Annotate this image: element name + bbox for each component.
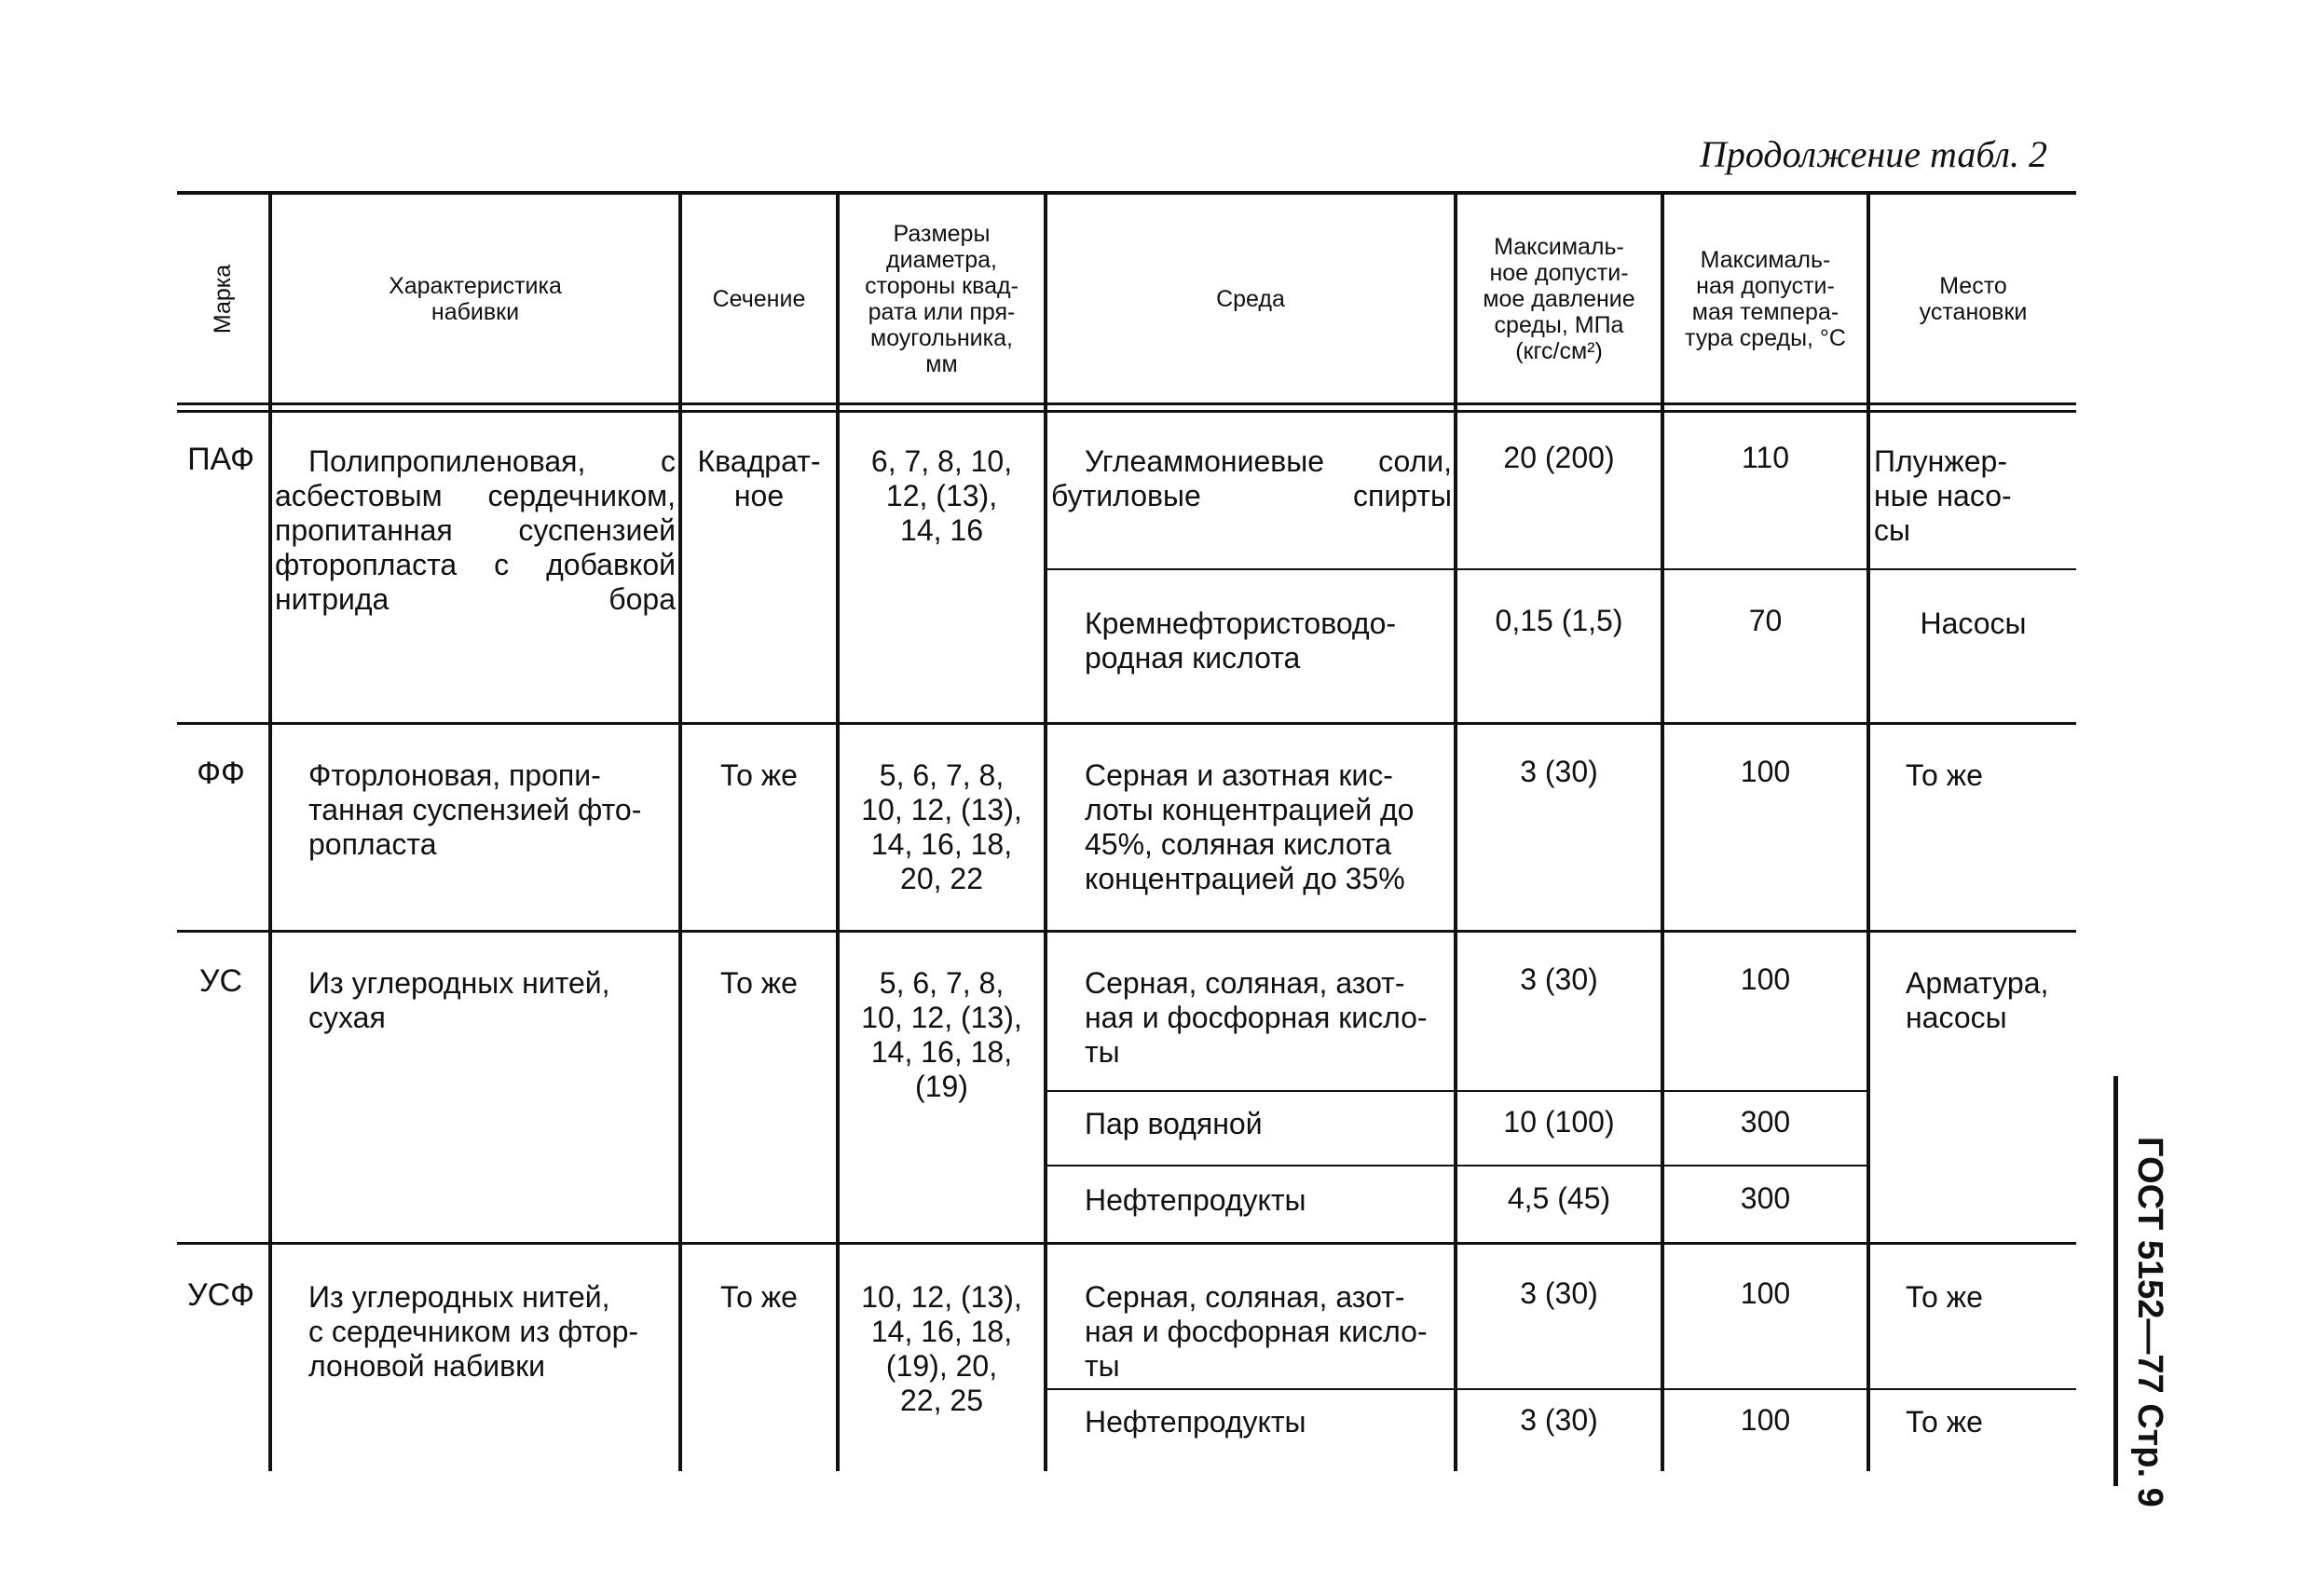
row-usf-subdivider bbox=[1047, 1388, 2076, 1390]
row-paf-temperature-1: 110 bbox=[1741, 441, 1789, 474]
row-us-pressure-2: 10 (100) bbox=[1503, 1105, 1615, 1139]
row-paf-medium-2: Кремнефтористоводо- родная кислота bbox=[1085, 607, 1397, 675]
row-usf-medium-2: Нефтепродукты bbox=[1085, 1405, 1306, 1439]
row-usf-sizes: 10, 12, (13), 14, 16, 18, (19), 20, 22, 25 bbox=[861, 1280, 1022, 1417]
row-us-section: То же bbox=[720, 966, 798, 1000]
row-usf-place-1: То же bbox=[1906, 1280, 1983, 1314]
row-paf-mark: ПАФ bbox=[187, 443, 254, 477]
row-divider-3 bbox=[177, 1242, 2076, 1245]
row-usf-medium-1: Серная, соляная, азот- ная и фосфорная кисло- ты bbox=[1085, 1280, 1428, 1383]
row-usf-temperature-2: 100 bbox=[1740, 1403, 1791, 1437]
row-ff-sizes: 5, 6, 7, 8, 10, 12, (13), 14, 16, 18, 20, 22 bbox=[861, 758, 1022, 895]
header-marka-text: Марка bbox=[210, 264, 236, 334]
row-us-temperature-3: 300 bbox=[1740, 1181, 1791, 1215]
row-usf-characteristic: Из углеродных нитей, с сердечником из фтор- лоновой набивки bbox=[308, 1280, 639, 1383]
row-us-characteristic: Из углеродных нитей, сухая bbox=[308, 966, 610, 1034]
row-us-medium-2: Пар водяной bbox=[1085, 1107, 1263, 1140]
row-paf-characteristic: Полипропиленовая, с асбестовым сердечником, пропитанная суспензией фторопласта с добавкой нитрида бора bbox=[275, 444, 676, 616]
header-characteristic: Характеристика набивки bbox=[389, 272, 562, 325]
row-usf-section: То же bbox=[720, 1280, 798, 1314]
row-paf-place-1: Плунжер- ные насо- сы bbox=[1874, 444, 2012, 547]
header-rule-2 bbox=[177, 410, 2076, 413]
row-us-medium-1: Серная, соляная, азот- ная и фосфорная кисло- ты bbox=[1085, 966, 1428, 1069]
row-paf-sizes: 6, 7, 8, 10, 12, (13), 14, 16 bbox=[870, 444, 1013, 547]
row-us-temperature-2: 300 bbox=[1740, 1105, 1791, 1139]
row-ff-place: То же bbox=[1906, 758, 1983, 792]
row-us-pressure-3: 4,5 (45) bbox=[1507, 1181, 1611, 1215]
row-usf-pressure-1: 3 (30) bbox=[1520, 1276, 1598, 1310]
table-caption: Продолжение табл. 2 bbox=[1699, 133, 2047, 175]
row-paf-subdivider bbox=[1047, 568, 2076, 570]
header-sizes: Размеры диаметра, стороны квад- рата или пря- моугольника, мм bbox=[865, 220, 1019, 377]
row-paf-medium-1: Углеаммониевые соли, бутиловые спирты bbox=[1051, 444, 1452, 512]
header-pressure: Максималь- ное допусти- мое давление среды, МПа (кгс/см²) bbox=[1483, 233, 1635, 364]
row-us-place: Арматура, насосы bbox=[1906, 966, 2049, 1034]
row-us-subdivider-1 bbox=[1047, 1090, 1867, 1092]
row-usf-temperature-1: 100 bbox=[1740, 1276, 1791, 1310]
header-place: Место установки bbox=[1919, 272, 2028, 325]
row-us-mark: УС bbox=[198, 964, 243, 999]
row-ff-medium: Серная и азотная кис- лоты концентрацией до 45%, соляная кислота концентрацией до 35% bbox=[1085, 758, 1415, 895]
footer-divider bbox=[2113, 1076, 2118, 1486]
header-rule-1 bbox=[177, 402, 2076, 405]
row-paf-place-2: Насосы bbox=[1920, 607, 2027, 640]
row-divider-2 bbox=[177, 930, 2076, 933]
row-ff-temperature: 100 bbox=[1740, 755, 1791, 788]
row-usf-mark: УСФ bbox=[186, 1278, 254, 1313]
row-ff-pressure: 3 (30) bbox=[1520, 755, 1598, 788]
row-divider-1 bbox=[177, 722, 2076, 725]
header-marka bbox=[177, 195, 268, 402]
row-ff-mark: ФФ bbox=[197, 757, 245, 791]
row-paf-pressure-2: 0,15 (1,5) bbox=[1495, 604, 1623, 637]
row-us-subdivider-2 bbox=[1047, 1165, 1867, 1166]
row-ff-characteristic: Фторлоновая, пропи- танная суспензией фто- ропласта bbox=[308, 758, 642, 861]
header-temperature: Максималь- ная допусти- мая темпера- тура среды, °С bbox=[1685, 246, 1846, 351]
standard-page-number: ГОСТ 5152—77 Стр. 9 bbox=[2130, 1137, 2169, 1507]
row-us-temperature-1: 100 bbox=[1740, 962, 1791, 996]
row-usf-place-2: То же bbox=[1906, 1405, 1983, 1439]
row-paf-pressure-1: 20 (200) bbox=[1503, 441, 1615, 474]
row-us-sizes: 5, 6, 7, 8, 10, 12, (13), 14, 16, 18, (19) bbox=[861, 966, 1022, 1103]
row-paf-section: Квадрат- ное bbox=[697, 444, 821, 512]
page-footer-label bbox=[2113, 1137, 2188, 1507]
header-medium: Среда bbox=[1216, 285, 1285, 312]
row-ff-section: То же bbox=[720, 758, 798, 792]
row-paf-temperature-2: 70 bbox=[1748, 604, 1783, 637]
row-us-pressure-1: 3 (30) bbox=[1520, 962, 1598, 996]
header-section: Сечение bbox=[712, 285, 806, 312]
row-us-medium-3: Нефтепродукты bbox=[1085, 1183, 1306, 1217]
row-usf-pressure-2: 3 (30) bbox=[1520, 1403, 1598, 1437]
